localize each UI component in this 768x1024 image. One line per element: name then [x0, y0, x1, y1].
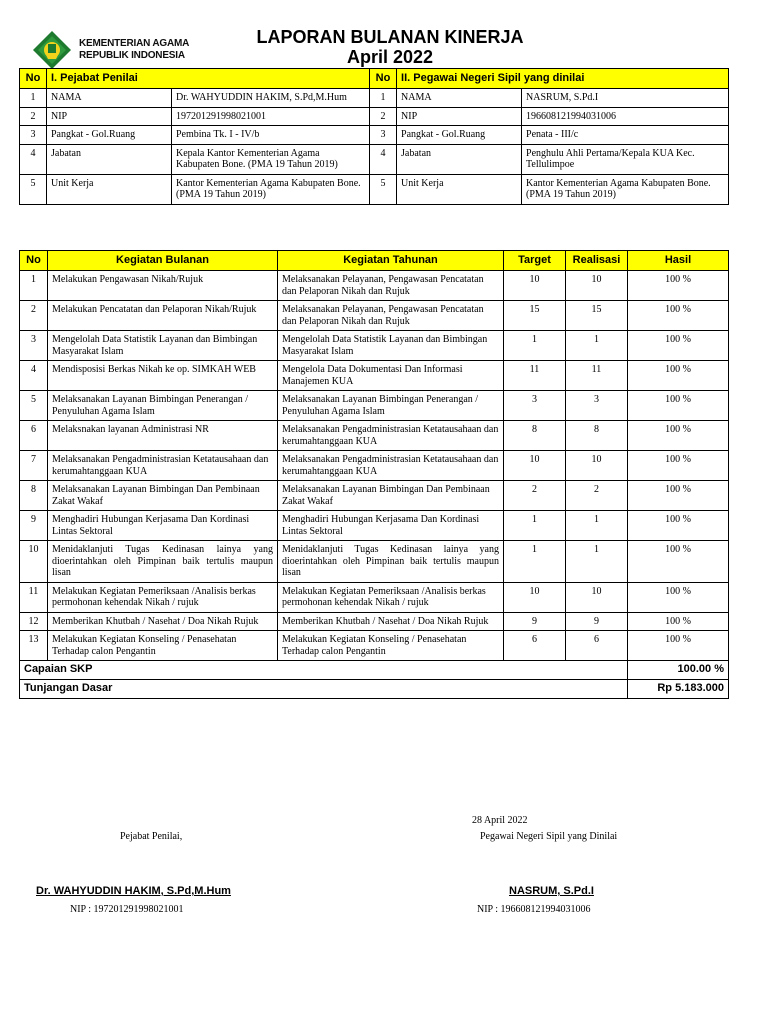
assessor-value: Kepala Kantor Kementerian Agama Kabupaten Bone. (PMA 19 Tahun 2019) — [172, 144, 370, 174]
annual-activity: Melaksanakan Pelayanan, Pengawasan Pencatatan dan Pelaporan Nikah dan Rujuk — [278, 271, 504, 301]
col-monthly-activity: Kegiatan Bulanan — [48, 251, 278, 271]
col-annual-activity: Kegiatan Tahunan — [278, 251, 504, 271]
ministry-logo — [32, 30, 232, 72]
activities-table — [19, 250, 729, 699]
target-value: 15 — [504, 301, 566, 331]
target-value: 9 — [504, 612, 566, 631]
assessor-signature-name: Dr. WAHYUDDIN HAKIM, S.Pd,M.Hum — [36, 885, 231, 897]
result-value: 100 % — [628, 421, 729, 451]
identity-no: 5 — [20, 174, 47, 204]
realization-value: 1 — [566, 331, 628, 361]
identity-label: Pangkat - Gol.Ruang — [47, 126, 172, 145]
target-value: 10 — [504, 271, 566, 301]
result-value: 100 % — [628, 331, 729, 361]
activities-header-row — [20, 251, 729, 271]
col-realization: Realisasi — [566, 251, 628, 271]
annual-activity: Melakukan Kegiatan Konseling / Penasehatan Terhadap calon Pengantin — [278, 631, 504, 661]
identity-no: 5 — [370, 174, 397, 204]
col-target: Target — [504, 251, 566, 271]
logo-line-2: REPUBLIK INDONESIA — [79, 50, 185, 61]
employee-role: Pegawai Negeri Sipil yang Dinilai — [480, 831, 618, 842]
monthly-activity: Melaksanakan Layanan Bimbingan Dan Pembinaan Zakat Wakaf — [48, 481, 278, 511]
employee-value: Penata - III/c — [522, 126, 729, 145]
annual-activity: Melaksanakan Pelayanan, Pengawasan Pencatatan dan Pelaporan Nikah dan Rujuk — [278, 301, 504, 331]
activity-row — [20, 541, 729, 583]
monthly-activity: Menghadiri Hubungan Kerjasama Dan Kordinasi Lintas Sektoral — [48, 511, 278, 541]
realization-value: 10 — [566, 451, 628, 481]
col-result: Hasil — [628, 251, 729, 271]
employee-value: NASRUM, S.Pd.I — [522, 89, 729, 108]
signing-date: 28 April 2022 — [472, 815, 528, 826]
activity-row — [20, 361, 729, 391]
assessor-header: I. Pejabat Penilai — [47, 69, 370, 89]
col-no: No — [20, 251, 48, 271]
activity-no: 8 — [20, 481, 48, 511]
monthly-activity: Mengelolah Data Statistik Layanan dan Bimbingan Masyarakat Islam — [48, 331, 278, 361]
allowance-value: Rp 5.183.000 — [628, 680, 729, 699]
result-value: 100 % — [628, 612, 729, 631]
activity-no: 9 — [20, 511, 48, 541]
identity-table — [19, 68, 729, 205]
realization-value: 10 — [566, 582, 628, 612]
target-value: 10 — [504, 582, 566, 612]
annual-activity: Melakukan Kegiatan Pemeriksaan /Analisis berkas permohonan kehendak Nikah / rujuk — [278, 582, 504, 612]
report-period: April 2022 — [346, 47, 434, 67]
assessor-value: Dr. WAHYUDDIN HAKIM, S.Pd,M.Hum — [172, 89, 370, 108]
activities-body — [20, 271, 729, 661]
target-value: 2 — [504, 481, 566, 511]
identity-row — [20, 126, 729, 145]
result-value: 100 % — [628, 361, 729, 391]
identity-label: Pangkat - Gol.Ruang — [397, 126, 522, 145]
target-value: 8 — [504, 421, 566, 451]
activity-no: 2 — [20, 301, 48, 331]
monthly-activity: Mendisposisi Berkas Nikah ke op. SIMKAH WEB — [48, 361, 278, 391]
allowance-row — [20, 680, 729, 699]
identity-no: 1 — [370, 89, 397, 108]
realization-value: 1 — [566, 511, 628, 541]
activity-row — [20, 271, 729, 301]
result-value: 100 % — [628, 391, 729, 421]
annual-activity: Mengelolah Data Statistik Layanan dan Bimbingan Masyarakat Islam — [278, 331, 504, 361]
activity-row — [20, 582, 729, 612]
activity-no: 6 — [20, 421, 48, 451]
activity-no: 4 — [20, 361, 48, 391]
skp-row — [20, 661, 729, 680]
target-value: 1 — [504, 511, 566, 541]
identity-label: Jabatan — [47, 144, 172, 174]
result-value: 100 % — [628, 511, 729, 541]
realization-value: 3 — [566, 391, 628, 421]
annual-activity: Melaksanakan Pengadministrasian Ketatausahaan dan kerumahtanggaan KUA — [278, 451, 504, 481]
employee-value: Kantor Kementerian Agama Kabupaten Bone. (PMA 19 Tahun 2019) — [522, 174, 729, 204]
monthly-activity: Menidaklanjuti Tugas Kedinasan lainya yang dioerintahkan oleh Pimpinan baik tertulis maupun lisan — [48, 541, 278, 583]
employee-header: II. Pegawai Negeri Sipil yang dinilai — [397, 69, 729, 89]
identity-row — [20, 144, 729, 174]
annual-activity: Melaksanakan Layanan Bimbingan Penerangan / Penyuluhan Agama Islam — [278, 391, 504, 421]
identity-no: 3 — [20, 126, 47, 145]
identity-row — [20, 89, 729, 108]
activity-row — [20, 451, 729, 481]
identity-header-row — [20, 69, 729, 89]
target-value: 10 — [504, 451, 566, 481]
logo-text — [79, 38, 189, 62]
activity-row — [20, 301, 729, 331]
identity-no: 4 — [370, 144, 397, 174]
activity-row — [20, 331, 729, 361]
identity-no: 2 — [20, 107, 47, 126]
monthly-activity: Melakukan Pencatatan dan Pelaporan Nikah/Rujuk — [48, 301, 278, 331]
identity-no: 2 — [370, 107, 397, 126]
report-title: LAPORAN BULANAN KINERJA — [256, 27, 524, 47]
employee-value: Penghulu Ahli Pertama/Kepala KUA Kec. Tellulimpoe — [522, 144, 729, 174]
identity-row — [20, 174, 729, 204]
monthly-activity: Melakukan Pengawasan Nikah/Rujuk — [48, 271, 278, 301]
assessor-role: Pejabat Penilai, — [120, 831, 183, 842]
identity-no: 3 — [370, 126, 397, 145]
identity-row — [20, 107, 729, 126]
logo-line-1: KEMENTERIAN AGAMA — [79, 38, 190, 49]
ministry-emblem-icon — [32, 30, 72, 70]
monthly-activity: Melaksanakan Pengadministrasian Ketatausahaan dan kerumahtanggaan KUA — [48, 451, 278, 481]
monthly-activity: Melaksnakan layanan Administrasi NR — [48, 421, 278, 451]
activity-no: 12 — [20, 612, 48, 631]
monthly-activity: Melakukan Kegiatan Konseling / Penasehatan Terhadap calon Pengantin — [48, 631, 278, 661]
employee-signature-name: NASRUM, S.Pd.I — [509, 885, 594, 897]
identity-label: NAMA — [397, 89, 522, 108]
assessor-value: 197201291998021001 — [172, 107, 370, 126]
realization-value: 11 — [566, 361, 628, 391]
activity-no: 10 — [20, 541, 48, 583]
assessor-nip: NIP : 197201291998021001 — [70, 904, 184, 915]
result-value: 100 % — [628, 301, 729, 331]
annual-activity: Menidaklanjuti Tugas Kedinasan lainya yang dioerintahkan oleh Pimpinan baik tertulis maupun lisan — [278, 541, 504, 583]
activity-no: 3 — [20, 331, 48, 361]
employee-nip: NIP : 196608121994031006 — [477, 904, 591, 915]
activity-row — [20, 631, 729, 661]
realization-value: 1 — [566, 541, 628, 583]
skp-label: Capaian SKP — [20, 661, 628, 680]
identity-no: 4 — [20, 144, 47, 174]
skp-value: 100.00 % — [628, 661, 729, 680]
activity-row — [20, 481, 729, 511]
annual-activity: Mengelola Data Dokumentasi Dan Informasi Manajemen KUA — [278, 361, 504, 391]
activity-row — [20, 421, 729, 451]
activity-no: 1 — [20, 271, 48, 301]
result-value: 100 % — [628, 541, 729, 583]
result-value: 100 % — [628, 481, 729, 511]
annual-activity: Melaksanakan Pengadministrasian Ketatausahaan dan kerumahtanggaan KUA — [278, 421, 504, 451]
monthly-activity: Melaksanakan Layanan Bimbingan Penerangan / Penyuluhan Agama Islam — [48, 391, 278, 421]
result-value: 100 % — [628, 631, 729, 661]
assessor-value: Pembina Tk. I - IV/b — [172, 126, 370, 145]
identity-label: NIP — [47, 107, 172, 126]
activity-no: 13 — [20, 631, 48, 661]
annual-activity: Menghadiri Hubungan Kerjasama Dan Kordinasi Lintas Sektoral — [278, 511, 504, 541]
col-no-right: No — [370, 69, 397, 89]
monthly-activity: Memberikan Khutbah / Nasehat / Doa Nikah Rujuk — [48, 612, 278, 631]
employee-value: 196608121994031006 — [522, 107, 729, 126]
activity-row — [20, 612, 729, 631]
activity-row — [20, 391, 729, 421]
identity-label: Jabatan — [397, 144, 522, 174]
realization-value: 10 — [566, 271, 628, 301]
realization-value: 2 — [566, 481, 628, 511]
realization-value: 9 — [566, 612, 628, 631]
annual-activity: Melaksanakan Layanan Bimbingan Dan Pembinaan Zakat Wakaf — [278, 481, 504, 511]
identity-label: Unit Kerja — [397, 174, 522, 204]
result-value: 100 % — [628, 451, 729, 481]
col-no-left: No — [20, 69, 47, 89]
realization-value: 15 — [566, 301, 628, 331]
activity-no: 11 — [20, 582, 48, 612]
activity-row — [20, 511, 729, 541]
target-value: 11 — [504, 361, 566, 391]
target-value: 1 — [504, 331, 566, 361]
monthly-activity: Melakukan Kegiatan Pemeriksaan /Analisis berkas permohonan kehendak Nikah / rujuk — [48, 582, 278, 612]
annual-activity: Memberikan Khutbah / Nasehat / Doa Nikah Rujuk — [278, 612, 504, 631]
realization-value: 8 — [566, 421, 628, 451]
activity-no: 5 — [20, 391, 48, 421]
result-value: 100 % — [628, 582, 729, 612]
identity-no: 1 — [20, 89, 47, 108]
result-value: 100 % — [628, 271, 729, 301]
target-value: 3 — [504, 391, 566, 421]
realization-value: 6 — [566, 631, 628, 661]
target-value: 6 — [504, 631, 566, 661]
allowance-label: Tunjangan Dasar — [20, 680, 628, 699]
identity-label: NIP — [397, 107, 522, 126]
identity-label: Unit Kerja — [47, 174, 172, 204]
assessor-value: Kantor Kementerian Agama Kabupaten Bone. (PMA 19 Tahun 2019) — [172, 174, 370, 204]
identity-label: NAMA — [47, 89, 172, 108]
activity-no: 7 — [20, 451, 48, 481]
target-value: 1 — [504, 541, 566, 583]
